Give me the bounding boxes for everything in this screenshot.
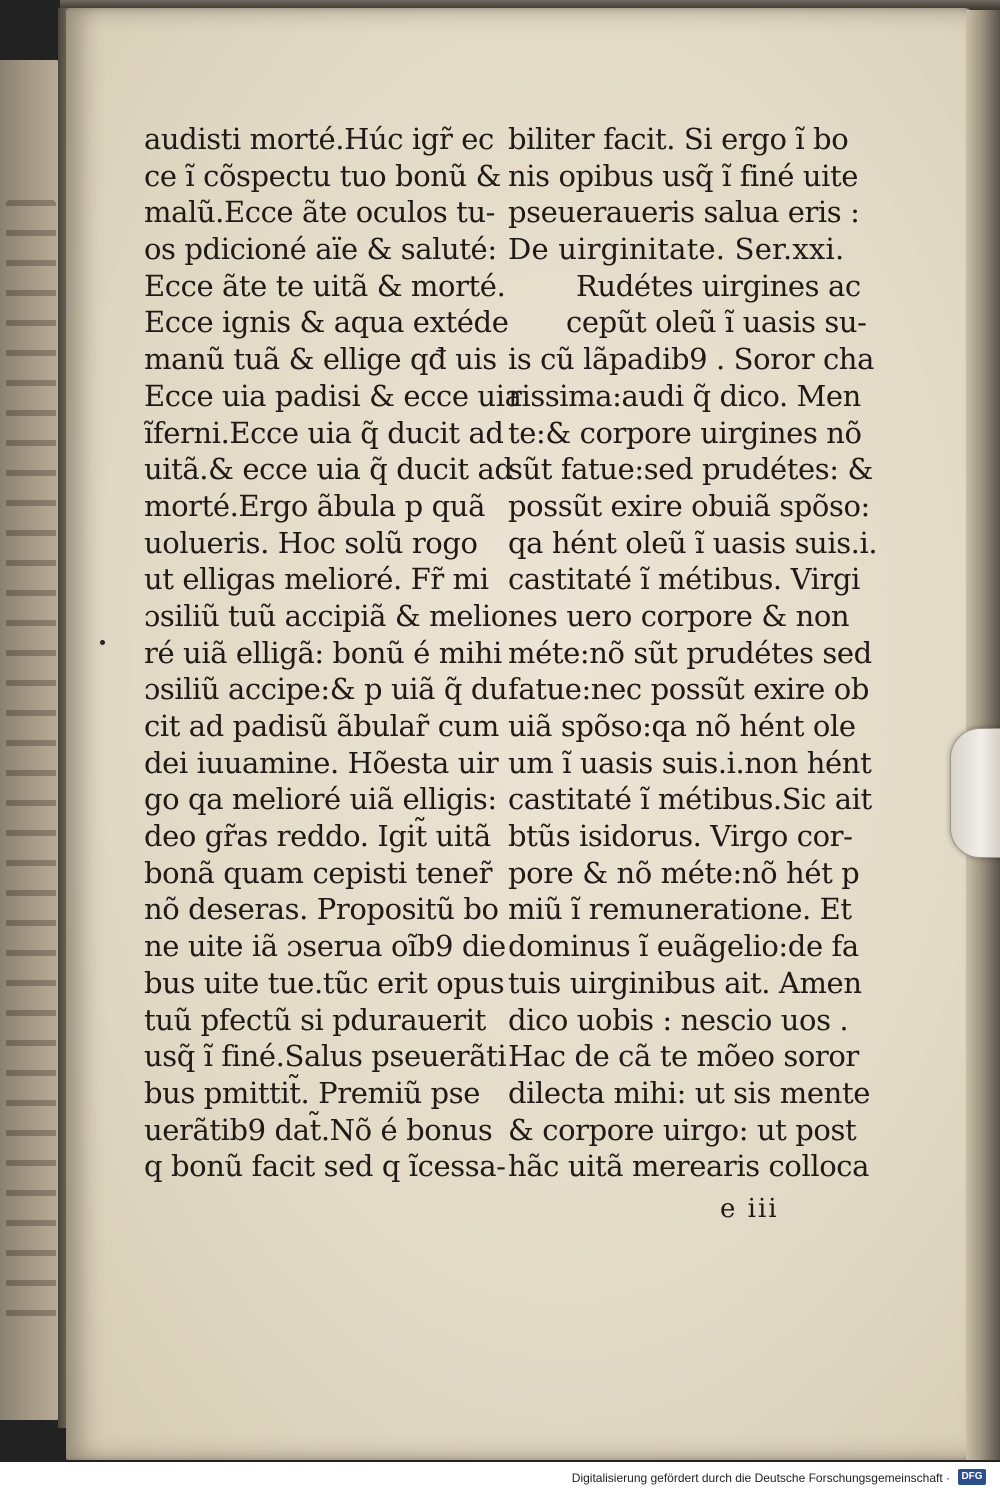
text-line: um ĩ uasis suis.i.non hént — [508, 745, 872, 780]
text-line: deo gr̃as reddo. Igit̃ uitã — [144, 819, 491, 854]
text-line: nis opibus usq̃ ĩ finé uite — [508, 158, 858, 193]
folio-signature: e iii — [720, 1194, 779, 1224]
text-line: castitaté ĩ métibus. Virgi — [508, 562, 860, 597]
text-line: manũ tuã & ellige qđ uis — [144, 342, 497, 377]
text-line: méte:nõ sũt prudétes sed — [508, 635, 872, 670]
text-line: go qa melioré uiã elligis: — [144, 782, 497, 817]
text-line: ne uite iã ɔserua oĩb9 die — [144, 929, 506, 964]
text-line: ĩferni.Ecce uia q̃ ducit ad — [144, 415, 504, 450]
text-line: bonã quam cepisti tener̃ — [144, 855, 493, 890]
text-line: ɔsiliũ tuũ accipiã & melio — [144, 598, 508, 633]
text-line: os pdicioné aïe & saluté: — [144, 232, 497, 267]
text-line: dei iuuamine. Hõesta uir — [144, 745, 499, 780]
text-line: ré uiã elligã: bonũ é mihi — [144, 635, 502, 670]
text-line: uiã spõso:qa nõ hént ole — [508, 709, 856, 743]
left-text-column — [144, 121, 522, 1185]
text-line: tuũ pfectũ si pdurauerit — [144, 1002, 486, 1037]
footer-credit: Digitalisierung gefördert durch die Deutsche Forschungsgemeinschaft · — [571, 1471, 950, 1485]
text-line: De uirginitate. Ser.xxi. — [508, 232, 845, 267]
text-line: & corpore uirgo: ut post — [508, 1112, 857, 1147]
text-line: Ecce ãte te uitã & morté. — [144, 268, 506, 303]
text-line: morté.Ergo ãbula p quã — [144, 488, 485, 523]
text-line: castitaté ĩ métibus.Sic ait — [508, 782, 872, 817]
dfg-logo: DFG — [958, 1469, 986, 1485]
text-line: possũt exire obuiã spõso: — [508, 488, 870, 523]
text-line: Ecce uia padisi & ecce uia — [144, 378, 522, 413]
text-line: nes uero corpore & non — [508, 598, 850, 633]
text-line: usq̃ ĩ finé.Salus pseuerãti — [144, 1039, 507, 1074]
text-line: tuis uirginibus ait. Amen — [508, 965, 862, 1000]
text-line: uitã.& ecce uia q̃ ducit ad — [144, 452, 513, 487]
facing-page-strip — [0, 60, 62, 1420]
text-line: dico uobis : nescio uos . — [508, 1002, 849, 1037]
text-line: malũ.Ecce ãte oculos tu- — [144, 195, 496, 230]
text-line: hãc uitã merearis colloca — [508, 1149, 869, 1184]
book-clasp — [950, 728, 1000, 858]
text-line: cepũt oleũ ĩ uasis su- — [566, 305, 867, 340]
text-line: Rudétes uirgines ac — [576, 268, 861, 303]
text-line: q bonũ facit sed q ĩcessa- — [144, 1149, 506, 1184]
text-line: bus pmittit̃. Premiũ pse — [144, 1075, 480, 1110]
text-line: pore & nõ méte:nõ hét p — [508, 855, 860, 890]
text-line: uolueris. Hoc solũ rogo — [144, 525, 478, 560]
text-line: nõ deseras. Propositũ bo — [144, 892, 499, 927]
text-line: cit ad padisũ ãbular̃ cum — [144, 709, 499, 743]
text-line: btũs isidorus. Virgo cor- — [508, 819, 853, 854]
text-line: biliter facit. Si ergo ĩ bo — [508, 122, 849, 156]
text-line: pseueraueris salua eris : — [508, 195, 860, 230]
text-line: ɔsiliũ accipe:& p uiã q̃ du — [144, 672, 508, 707]
text-line: dominus ĩ euãgelio:de fa — [508, 929, 859, 964]
text-line: Ecce ignis & aqua extéde — [144, 305, 509, 340]
text-line: Hac de cã te mõeo soror — [508, 1039, 859, 1074]
text-line: qa hént oleũ ĩ uasis suis.i. — [508, 525, 878, 560]
text-line: audisti morté.Húc igr̃ ec — [144, 122, 494, 156]
text-line: miũ ĩ remuneratione. Et — [508, 892, 852, 927]
text-line: rissima:audi q̃ dico. Men — [508, 378, 861, 413]
text-line: ce ĩ cõspectu tuo bonũ & — [144, 158, 502, 193]
text-line: is cũ lãpadib9 . Soror cha — [508, 342, 874, 377]
text-line: uerãtib9 dat̃.Nõ é bonus — [144, 1112, 493, 1147]
text-line: fatue:nec possũt exire ob — [508, 672, 869, 707]
text-line: bus uite tue.tũc erit opus — [144, 965, 505, 1000]
text-line: sũt fatue:sed prudétes: & — [508, 452, 873, 487]
right-text-column — [508, 121, 878, 1185]
marginal-mark — [100, 640, 105, 645]
text-line: ut elligas melioré. Fr̃ mi — [144, 562, 489, 597]
text-line: dilecta mihi: ut sis mente — [508, 1075, 870, 1110]
text-line: te:& corpore uirgines nõ — [508, 415, 862, 450]
